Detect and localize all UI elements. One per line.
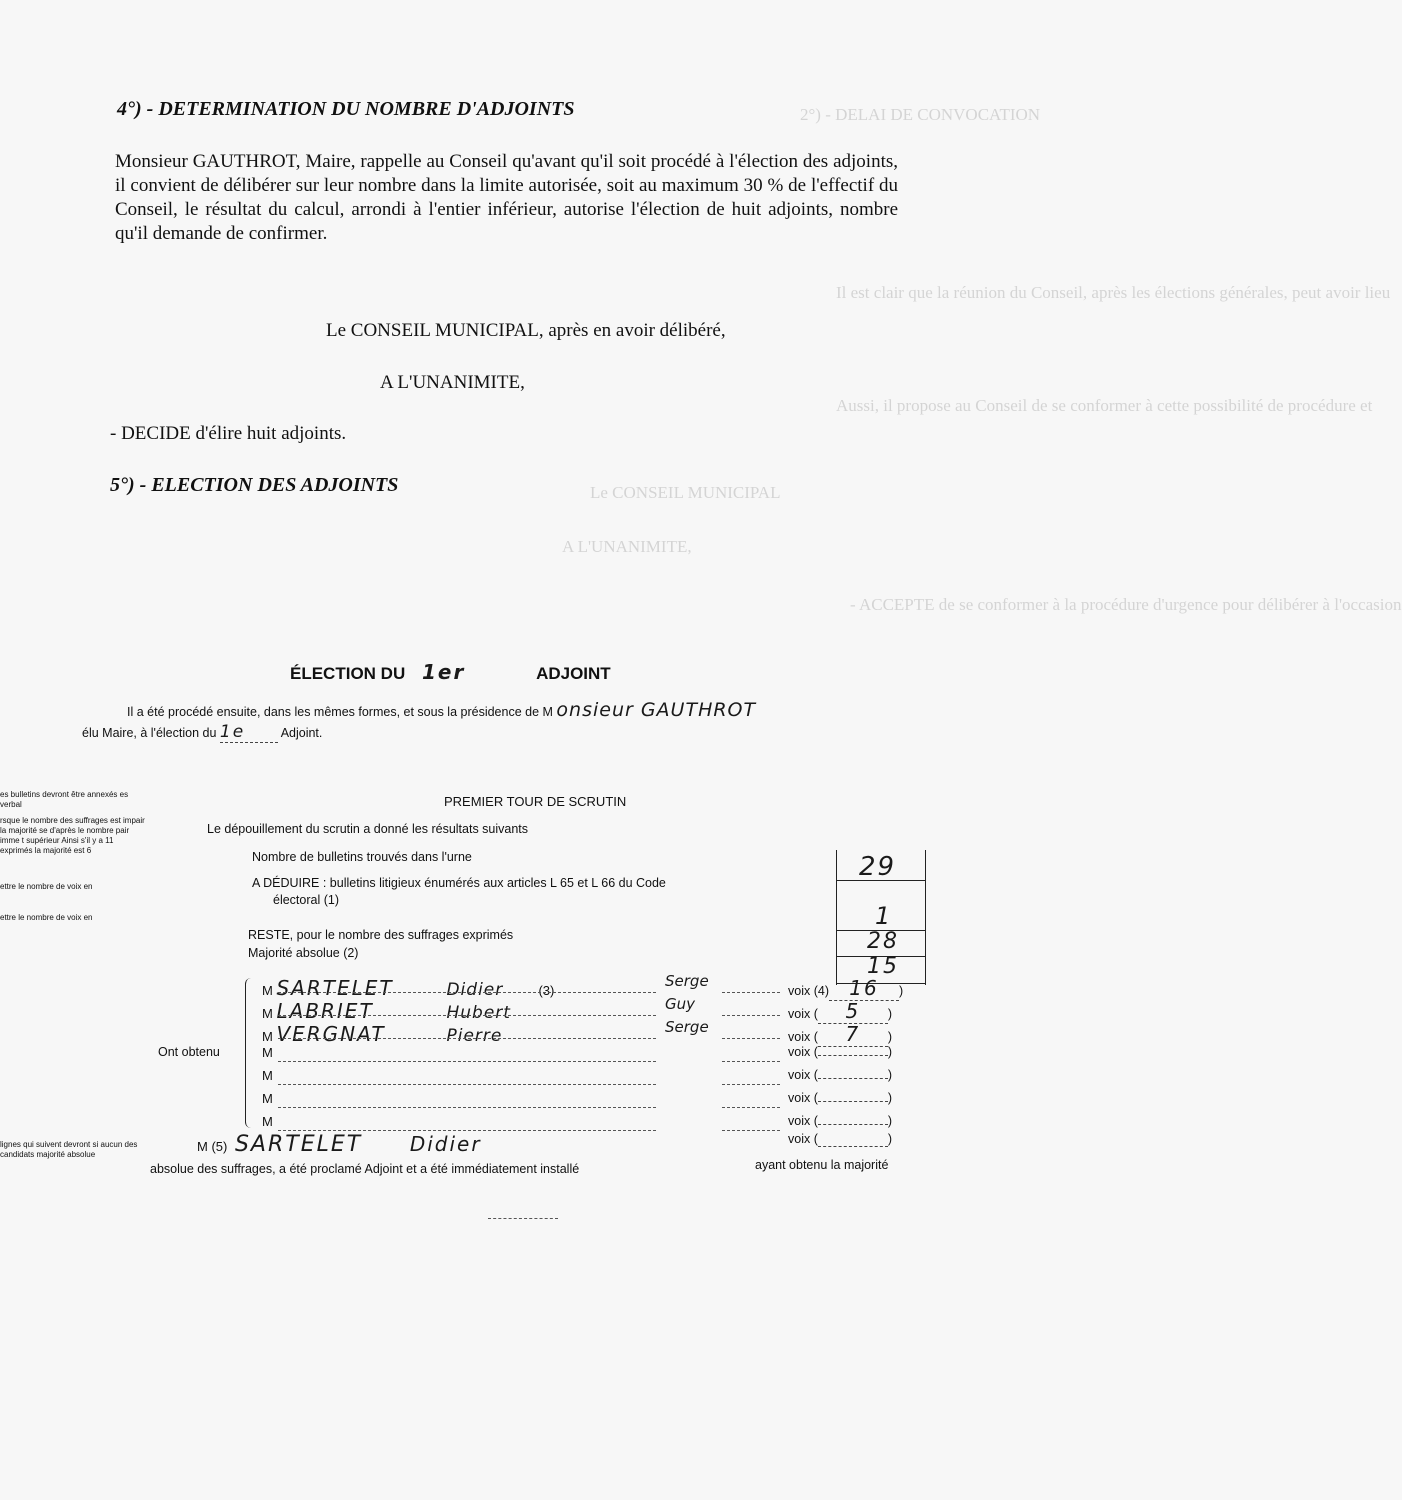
bleed-heading: 2°) - DELAI DE CONVOCATION	[800, 105, 1041, 124]
vote-count	[818, 1055, 888, 1056]
round-title: PREMIER TOUR DE SCRUTIN	[444, 794, 627, 809]
candidate-prefix: M	[262, 1068, 273, 1083]
margin-note-4: ettre le nombre de voix en	[0, 913, 93, 922]
candidate-dotted-line	[722, 1084, 780, 1085]
intro-text-2b: Adjoint.	[280, 726, 323, 740]
candidate-dotted-line	[278, 1038, 656, 1039]
candidate-name-line	[262, 1114, 538, 1129]
section4-paragraph: Monsieur GAUTHROT, Maire, rappelle au Conseil qu'avant qu'il soit procédé à l'élection des adjoints, il convient de délibérer sur leur nombre dans la limite autorisée, soit au maximum 30 % de l'effectif du Conseil, le résultat du calcul, arrondi à l'entier inférieur, autorise l'élection de huit adjoints, nombre qu'il demande de confirmer.	[115, 151, 898, 244]
candidate-dotted-line	[278, 1015, 656, 1016]
candidate-name-line	[262, 999, 538, 1023]
candidate-surname: LABRIET	[276, 999, 374, 1023]
voix-label: voix (	[788, 1132, 818, 1146]
remaining-label: RESTE, pour le nombre des suffrages exprimés	[248, 928, 514, 942]
candidate-votes: voix ( 7 )	[788, 1022, 893, 1046]
candidate-dotted-line	[722, 1015, 780, 1016]
candidate-votes: voix ( 5 )	[788, 999, 893, 1023]
candidate-prefix: M	[262, 1029, 273, 1044]
section4-heading: 4°) - DETERMINATION DU NOMBRE D'ADJOINTS	[117, 98, 575, 120]
candidate-prefix: M	[262, 1091, 273, 1106]
vote-count	[818, 1124, 888, 1125]
candidate-prefix: M	[262, 1006, 273, 1021]
intro-text: Il a été procédé ensuite, dans les mêmes formes, et sous la présidence de M	[127, 705, 553, 719]
bleed-line: - ACCEPTE de se conformer à la procédure d'urgence pour délibérer à l'occasion	[850, 595, 1402, 614]
results-intro: Le dépouillement du scrutin a donné les résultats suivants	[207, 822, 529, 836]
voix-label: voix (	[788, 1030, 818, 1044]
elected-surname: SARTELET	[234, 1132, 363, 1157]
candidate-name-line	[262, 1022, 538, 1046]
voix-label: voix (	[788, 1091, 818, 1105]
candidate-dotted-line	[278, 992, 656, 993]
intro-number: 1e	[220, 722, 278, 743]
candidate-votes: voix ( )	[788, 1068, 893, 1082]
voix-label: voix (	[788, 1068, 818, 1082]
title-prefix: ÉLECTION DU	[290, 664, 406, 683]
candidate-surname: SARTELET	[276, 976, 394, 1000]
candidate-note: (3)	[538, 983, 555, 998]
candidate-firstname: Didier	[446, 980, 504, 1000]
ballots-value: 29	[859, 852, 897, 882]
voix-label: voix (	[788, 1114, 818, 1128]
council-line: Le CONSEIL MUNICIPAL, après en avoir délibéré,	[326, 320, 726, 341]
elected-firstname: Didier	[409, 1132, 482, 1156]
voix-label: voix (	[788, 1045, 818, 1059]
margin-note-2: rsque le nombre des suffrages est impair la majorité se d'après le nombre pair imme t supérieur Ainsi s'il y a 11 exprimés la majorité est 6	[0, 816, 145, 855]
vote-count: 7	[818, 1022, 888, 1047]
candidate-name-line	[262, 976, 554, 1000]
candidate-firstname: Hubert	[446, 1003, 511, 1023]
form-title	[290, 660, 611, 684]
candidate-prefix: M	[262, 1045, 273, 1060]
president-name: onsieur GAUTHROT	[556, 699, 757, 721]
intro-line-2	[82, 722, 322, 743]
bleed-line: Aussi, il propose au Conseil de se conformer à cette possibilité de procédure et	[836, 396, 1373, 415]
ballots-label: Nombre de bulletins trouvés dans l'urne	[252, 850, 472, 864]
candidate-prefix: M	[262, 983, 273, 998]
extra-voix: voix ( )	[788, 1132, 893, 1146]
proclaimed-line: absolue des suffrages, a été proclamé Adjoint et a été immédiatement installé	[150, 1162, 580, 1176]
candidate-initials: Serge	[665, 1018, 709, 1036]
remaining-value: 28	[867, 929, 899, 954]
vote-count	[818, 1078, 888, 1079]
margin-note-1: es bulletins devront être annexés es verbal	[0, 790, 129, 809]
brace	[245, 978, 256, 1128]
vote-count	[818, 1101, 888, 1102]
candidate-dotted-line	[722, 992, 780, 993]
elected-prefix: M (5)	[197, 1139, 228, 1154]
margin-note-3: ettre le nombre de voix en	[0, 882, 93, 891]
candidate-dotted-line	[722, 1107, 780, 1108]
candidate-dotted-line	[278, 1107, 656, 1108]
candidate-dotted-line	[722, 1061, 780, 1062]
title-suffix: ADJOINT	[536, 664, 611, 683]
candidate-name-line	[262, 1068, 538, 1083]
deduct-label-2: électoral (1)	[273, 893, 339, 907]
margin-note-5: lignes qui suivent devront si aucun des candidats majorité absolue	[0, 1140, 138, 1159]
section5-heading: 5°) - ELECTION DES ADJOINTS	[110, 474, 399, 496]
bleed-line: A L'UNANIMITE,	[562, 537, 692, 556]
candidate-votes: voix (4) 16 )	[788, 976, 904, 1000]
majority-label: Majorité absolue (2)	[248, 946, 359, 960]
majority-phrase: ayant obtenu la majorité	[755, 1158, 889, 1172]
candidate-name-line	[262, 1091, 538, 1106]
candidate-surname: VERGNAT	[276, 1022, 386, 1046]
results-box	[836, 850, 926, 985]
candidate-dotted-line	[278, 1061, 656, 1062]
unanimity-line: A L'UNANIMITE,	[380, 372, 525, 393]
candidate-dotted-line	[722, 1038, 780, 1039]
deduct-label: A DÉDUIRE : bulletins litigieux énumérés aux articles L 65 et L 66 du Code	[252, 876, 666, 890]
decision-line: - DECIDE d'élire huit adjoints.	[110, 423, 347, 444]
deduct-value: 1	[875, 902, 893, 930]
vote-count: 16	[829, 976, 899, 1001]
candidate-votes: voix ( )	[788, 1114, 893, 1128]
voix-label: voix (	[788, 1007, 818, 1021]
candidate-dotted-line	[722, 1130, 780, 1131]
candidate-dotted-line	[278, 1130, 656, 1131]
intro-text-2a: élu Maire, à l'élection du	[82, 726, 217, 740]
voix-label: voix (4)	[788, 984, 829, 998]
candidate-votes: voix ( )	[788, 1045, 893, 1059]
obtained-label: Ont obtenu	[158, 1045, 220, 1059]
candidate-name-line	[262, 1045, 538, 1060]
candidate-votes: voix ( )	[788, 1091, 893, 1105]
signature-line	[488, 1218, 558, 1219]
title-number: 1er	[421, 660, 466, 684]
bleed-line: Le CONSEIL MUNICIPAL	[590, 483, 781, 502]
candidate-prefix: M	[262, 1114, 273, 1129]
majority-value: 15	[867, 954, 899, 979]
elected-line	[197, 1132, 482, 1157]
bleed-line: Il est clair que la réunion du Conseil, après les élections générales, peut avoir lieu	[836, 283, 1391, 302]
candidate-initials: Serge	[665, 972, 709, 990]
intro-line-1	[127, 699, 756, 721]
candidate-initials: Guy	[665, 995, 696, 1013]
candidate-dotted-line	[278, 1084, 656, 1085]
vote-count: 5	[818, 999, 888, 1024]
candidate-firstname: Pierre	[446, 1026, 503, 1046]
